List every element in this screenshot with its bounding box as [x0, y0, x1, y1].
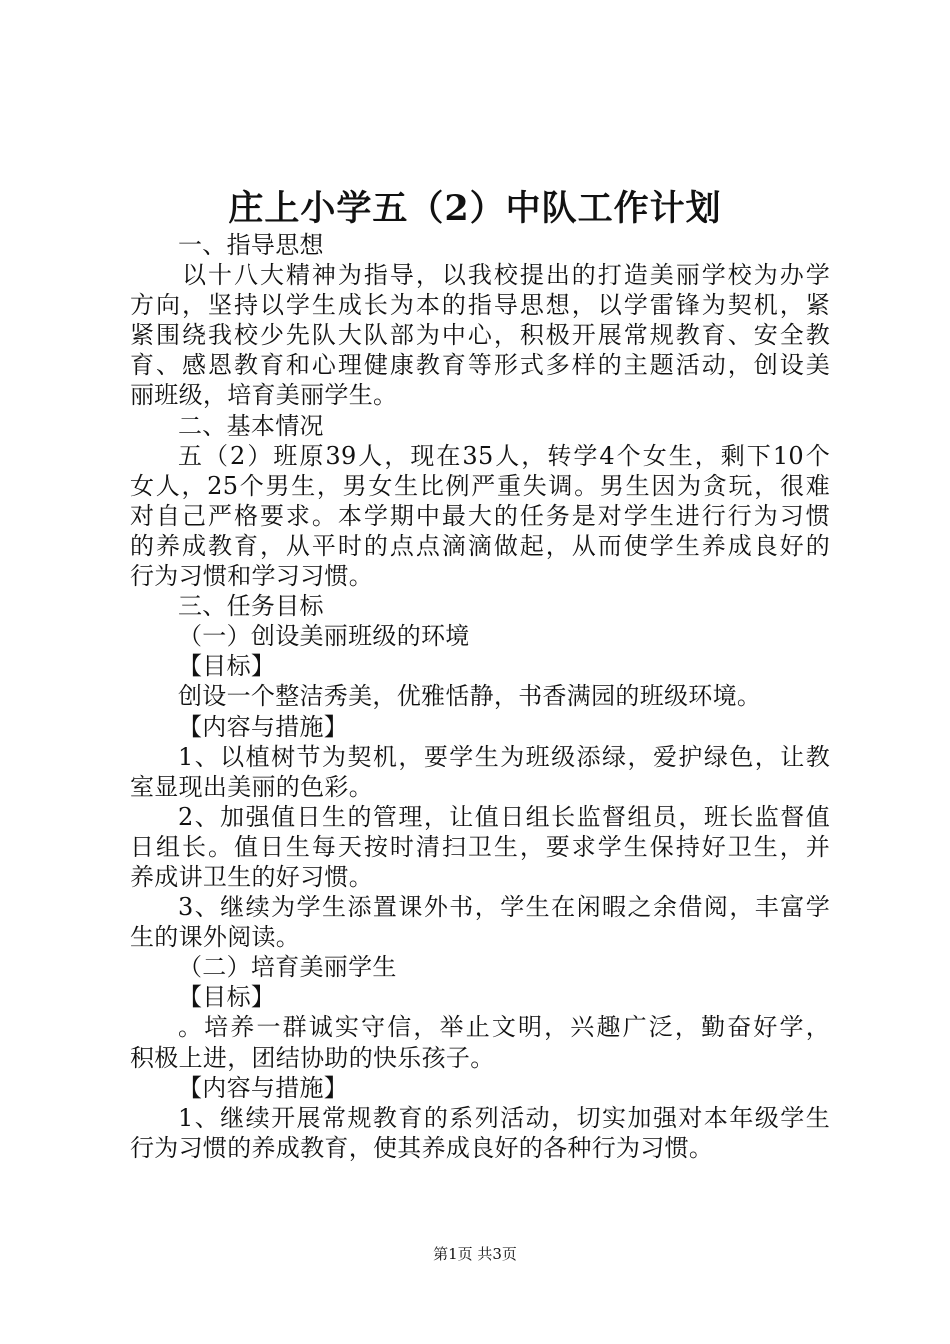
- text-line: （二）培育美丽学生: [178, 953, 397, 982]
- text-line: 五（2）班原39人，现在35人，转学4个女生，剩下10个: [178, 441, 830, 470]
- text-line: 女人，25个男生，男女生比例严重失调。男生因为贪玩，很难: [130, 471, 830, 500]
- text-line: 三、任务目标: [178, 592, 324, 621]
- text-line: 【内容与措施】: [178, 712, 349, 741]
- text-line: （一）创设美丽班级的环境: [178, 622, 470, 651]
- text-line: 对自己严格要求。本学期中最大的任务是对学生进行行为习惯: [130, 501, 830, 530]
- text-line: 【内容与措施】: [178, 1073, 349, 1102]
- text-line: 养成讲卫生的好习惯。: [130, 862, 373, 891]
- text-line: 一、指导思想: [178, 231, 324, 259]
- text-line: 日组长。值日生每天按时清扫卫生，要求学生保持好卫生，并: [130, 832, 830, 861]
- text-line: 2、加强值日生的管理，让值日组长监督组员，班长监督值: [178, 802, 830, 831]
- text-line: 育、感恩教育和心理健康教育等形式多样的主题活动，创设美: [130, 351, 830, 380]
- text-line: 1、继续开展常规教育的系列活动，切实加强对本年级学生: [178, 1103, 830, 1132]
- text-line: 1、以植树节为契机，要学生为班级添绿，爱护绿色，让教: [178, 742, 830, 771]
- page-footer: 第1页 共3页: [433, 1245, 517, 1263]
- document-body: [130, 230, 830, 1163]
- text-line: 创设一个整洁秀美，优雅恬静，书香满园的班级环境。: [178, 682, 762, 711]
- text-line: 以十八大精神为指导，以我校提出的打造美丽学校为办学: [182, 261, 830, 290]
- text-line: 行为习惯和学习习惯。: [130, 562, 373, 591]
- text-line: 方向，坚持以学生成长为本的指导思想，以学雷锋为契机，紧: [130, 291, 830, 320]
- text-line: 积极上进，团结协助的快乐孩子。: [130, 1043, 495, 1072]
- text-line: 的养成教育，从平时的点点滴滴做起，从而使学生养成良好的: [130, 531, 830, 560]
- document-title: 庄上小学五（2）中队工作计划: [228, 188, 722, 229]
- text-line: 室显现出美丽的色彩。: [130, 772, 373, 801]
- text-line: 。培养一群诚实守信，举止文明，兴趣广泛，勤奋好学，: [178, 1013, 830, 1042]
- text-line: 3、继续为学生添置课外书，学生在闲暇之余借阅，丰富学: [178, 893, 830, 922]
- text-line: 紧围绕我校少先队大队部为中心，积极开展常规教育、安全教: [130, 321, 830, 350]
- text-line: 丽班级，培育美丽学生。: [130, 381, 398, 410]
- text-line: 【目标】: [178, 983, 276, 1012]
- text-line: 生的课外阅读。: [130, 923, 301, 952]
- text-line: 二、基本情况: [178, 411, 324, 440]
- text-line: 行为习惯的养成教育，使其养成良好的各种行为习惯。: [130, 1133, 714, 1162]
- text-line: 【目标】: [178, 652, 276, 681]
